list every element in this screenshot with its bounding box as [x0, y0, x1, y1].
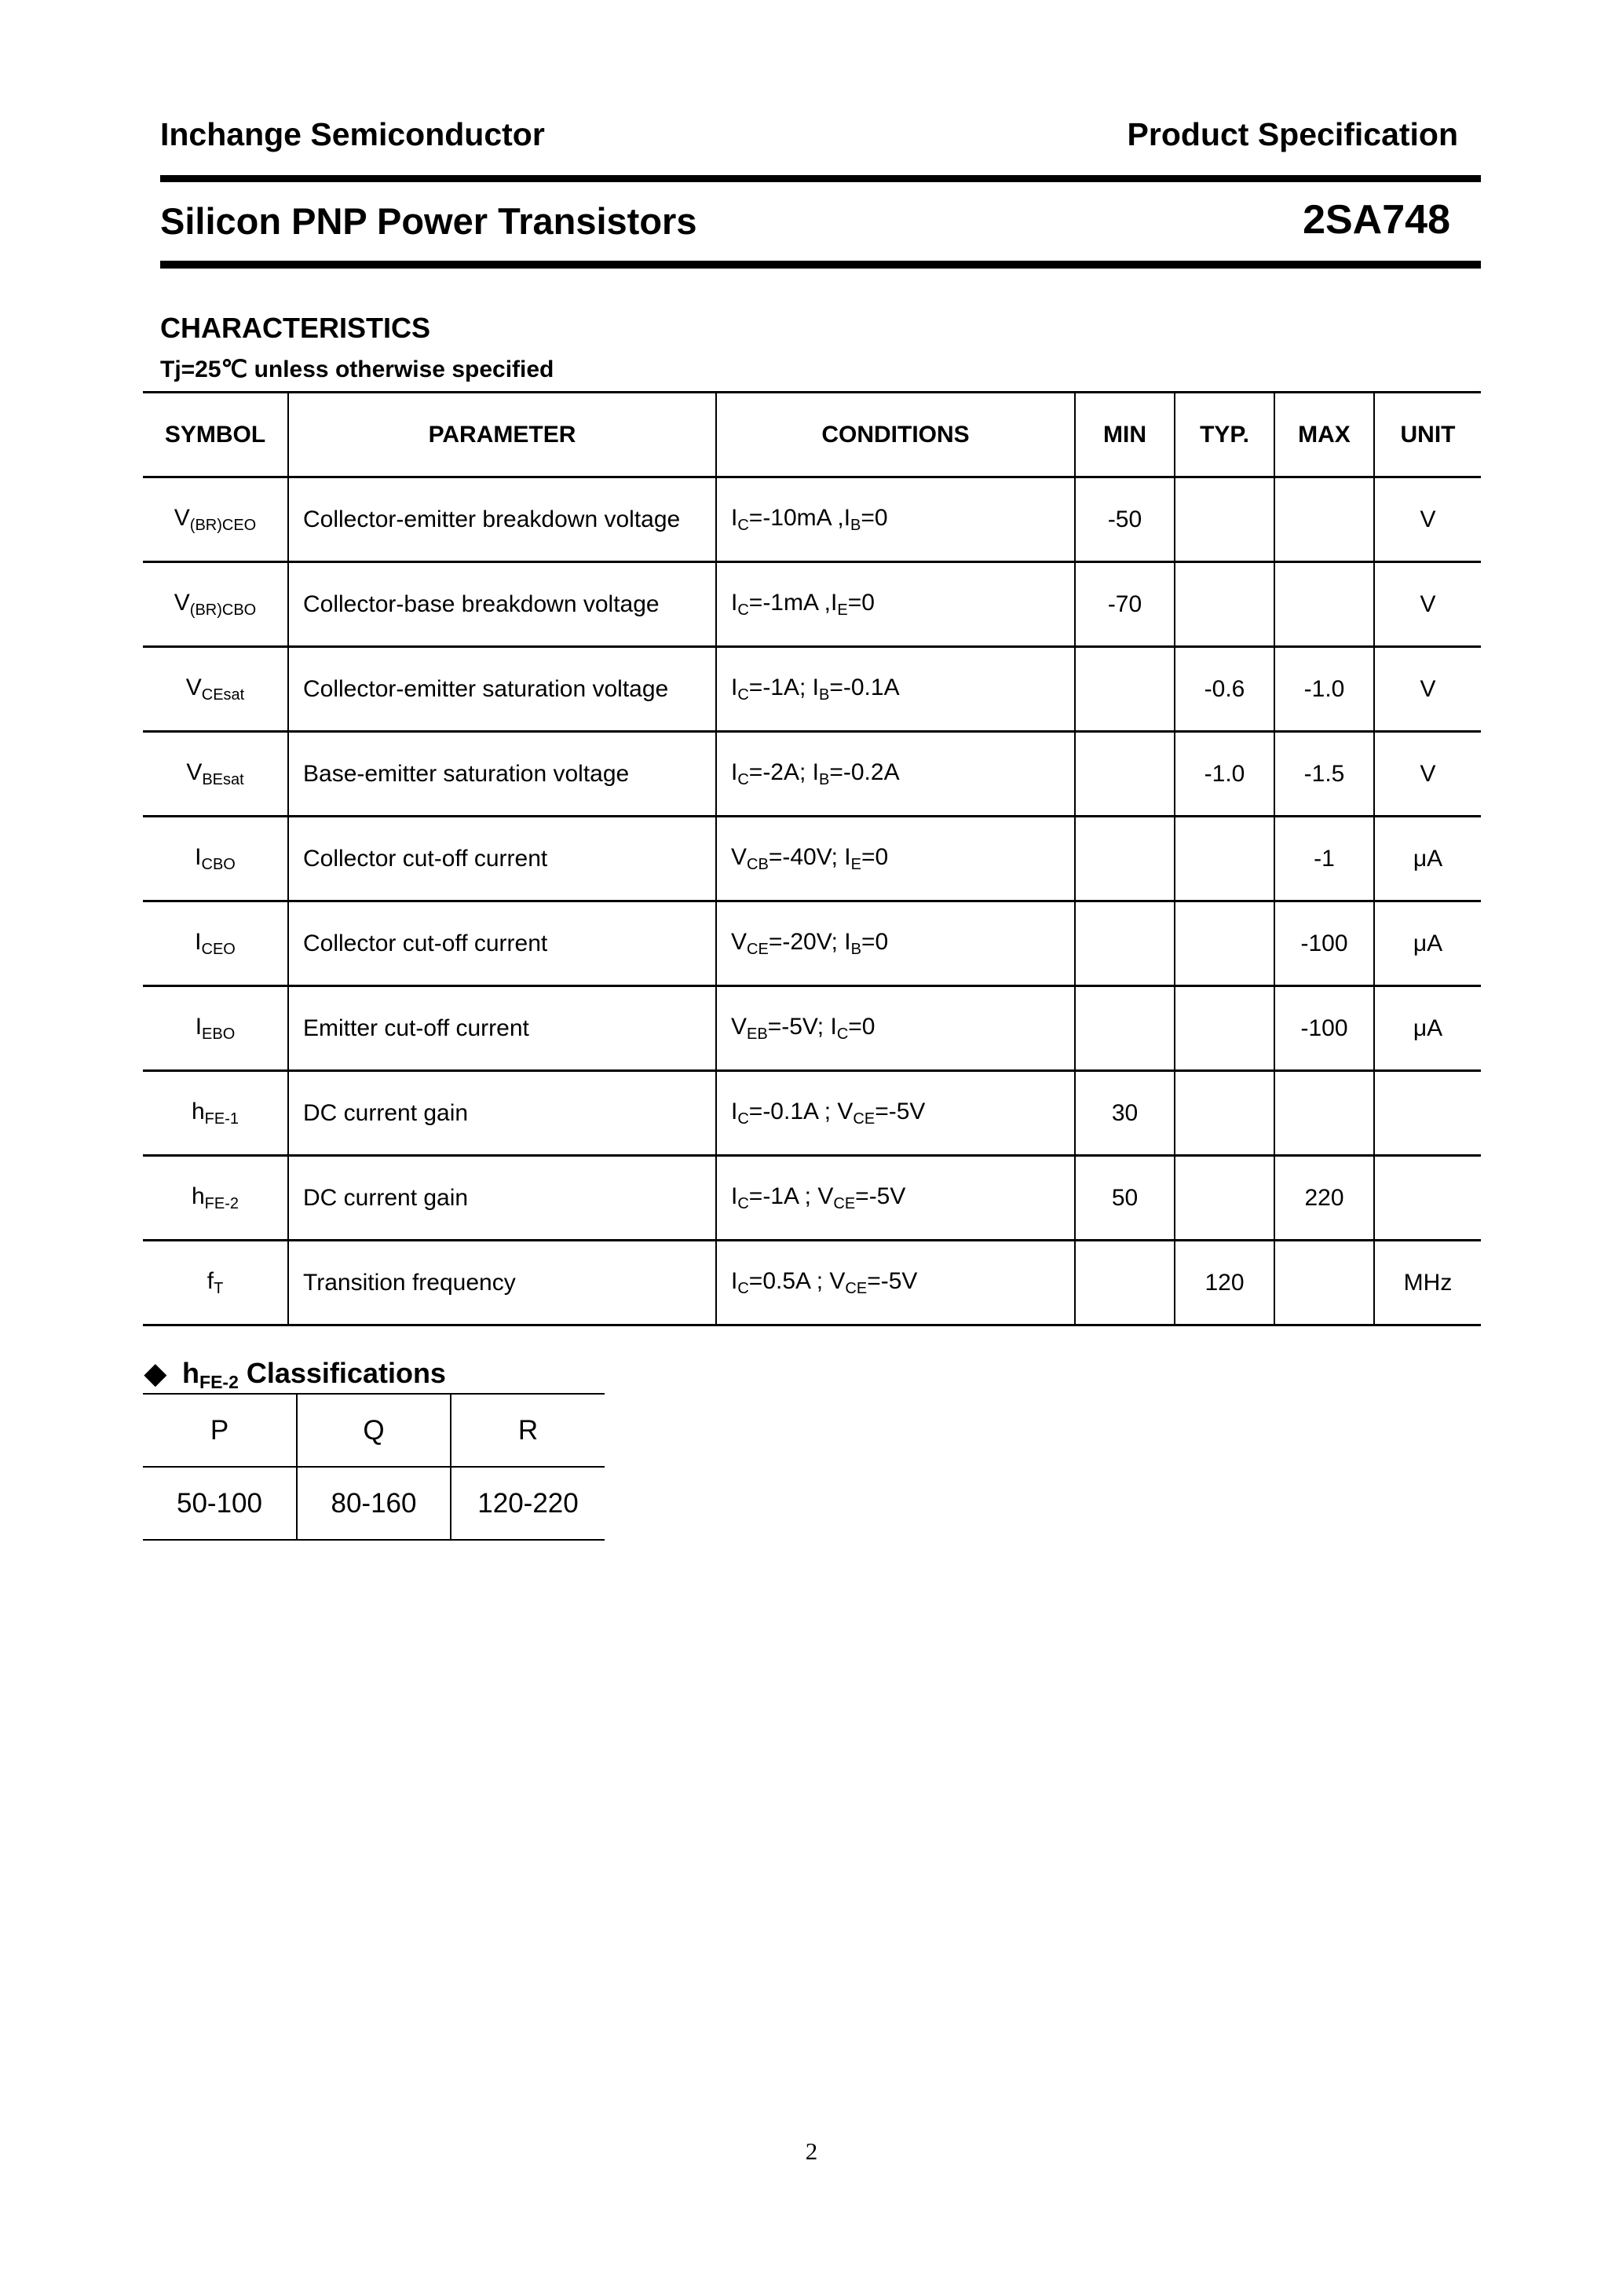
condition-part: =-5V — [867, 1267, 918, 1294]
page-number: 2 — [805, 2137, 818, 2165]
condition-sub: C — [737, 1279, 749, 1297]
condition-sub: C — [836, 1025, 849, 1043]
symbol-main: h — [191, 1098, 205, 1124]
conditions-cell — [716, 901, 1075, 986]
symbol-sub: EBO — [202, 1025, 236, 1043]
max-cell: -1.5 — [1274, 732, 1374, 817]
symbol-sub: CEO — [201, 940, 236, 958]
condition-sub: CE — [853, 1110, 875, 1128]
condition-part: =-10mA ,I — [748, 504, 851, 531]
max-cell — [1274, 1241, 1374, 1325]
company-name: Inchange Semiconductor — [160, 116, 545, 152]
symbol-main: V — [186, 759, 203, 785]
condition-part: =0 — [847, 589, 875, 616]
condition-sub: CE — [833, 1194, 856, 1212]
table-row — [143, 986, 1481, 1071]
parameter-cell: Base-emitter saturation voltage — [288, 732, 716, 817]
section-title: CHARACTERISTICS — [160, 312, 431, 344]
condition-sub: B — [819, 686, 830, 704]
symbol-main: I — [195, 843, 202, 870]
parameter-cell: DC current gain — [288, 1156, 716, 1241]
condition-sub: C — [737, 1110, 749, 1128]
symbol-cell — [143, 986, 288, 1071]
table-row — [143, 1071, 1481, 1156]
symbol-sub: (BR)CBO — [189, 601, 257, 619]
max-cell: 220 — [1274, 1156, 1374, 1241]
condition-part: =-0.2A — [829, 759, 900, 785]
max-cell — [1274, 1071, 1374, 1156]
part-number: 2SA748 — [1303, 197, 1450, 243]
min-cell: 50 — [1075, 1156, 1175, 1241]
typ-cell — [1175, 986, 1274, 1071]
classification-value: 50-100 — [143, 1467, 297, 1540]
column-header: SYMBOL — [143, 393, 288, 477]
conditions-cell — [716, 1071, 1075, 1156]
classifications-title-sub: FE-2 — [199, 1372, 239, 1392]
parameter-cell: Emitter cut-off current — [288, 986, 716, 1071]
unit-cell: V — [1374, 732, 1481, 817]
condition-part: =-2A; I — [748, 759, 820, 785]
parameter-cell: DC current gain — [288, 1071, 716, 1156]
conditions-cell — [716, 1241, 1075, 1325]
title-rule — [160, 261, 1481, 269]
symbol-cell — [143, 647, 288, 732]
condition-sub: C — [737, 601, 749, 619]
table-row — [143, 477, 1481, 562]
condition-sub: CB — [747, 855, 769, 873]
min-cell — [1075, 817, 1175, 901]
max-cell: -1 — [1274, 817, 1374, 901]
condition-sub: CE — [747, 940, 769, 958]
condition-sub: B — [850, 940, 861, 958]
parameter-cell: Collector-emitter saturation voltage — [288, 647, 716, 732]
condition-part: V — [731, 1013, 748, 1040]
symbol-main: f — [207, 1267, 214, 1294]
column-header: PARAMETER — [288, 393, 716, 477]
table-row — [143, 1156, 1481, 1241]
condition-sub: C — [737, 770, 749, 788]
max-cell: -1.0 — [1274, 647, 1374, 732]
min-cell: -70 — [1075, 562, 1175, 647]
classification-header: R — [451, 1394, 605, 1467]
condition-part: =-0.1A ; V — [748, 1098, 854, 1124]
condition-part: =0 — [861, 504, 888, 531]
conditions-cell — [716, 477, 1075, 562]
condition-part: =-5V — [875, 1098, 926, 1124]
parameter-cell: Transition frequency — [288, 1241, 716, 1325]
table-row — [143, 562, 1481, 647]
condition-sub: C — [737, 1194, 749, 1212]
symbol-cell — [143, 1241, 288, 1325]
conditions-cell — [716, 817, 1075, 901]
parameter-cell: Collector-base breakdown voltage — [288, 562, 716, 647]
symbol-sub: FE-2 — [204, 1194, 239, 1212]
typ-cell — [1175, 562, 1274, 647]
condition-part: I — [731, 1267, 738, 1294]
classifications-title-rest: Classifications — [238, 1357, 446, 1389]
table-row — [143, 901, 1481, 986]
conditions-cell — [716, 1156, 1075, 1241]
condition-sub: EB — [747, 1025, 768, 1043]
typ-cell — [1175, 817, 1274, 901]
classifications-title-main: h — [182, 1357, 200, 1389]
typ-cell: -1.0 — [1175, 732, 1274, 817]
unit-cell: V — [1374, 647, 1481, 732]
condition-part: =-5V; I — [767, 1013, 837, 1040]
typ-cell — [1175, 901, 1274, 986]
symbol-main: V — [174, 589, 190, 616]
symbol-main: h — [191, 1183, 205, 1209]
table-row — [143, 1241, 1481, 1325]
symbol-sub: T — [214, 1279, 224, 1297]
symbol-main: I — [195, 1013, 203, 1040]
symbol-main: V — [174, 504, 190, 531]
document-type: Product Specification — [1127, 116, 1458, 152]
unit-cell: μA — [1374, 986, 1481, 1071]
table-row — [143, 732, 1481, 817]
unit-cell — [1374, 1156, 1481, 1241]
condition-part: =-1A; I — [748, 674, 820, 700]
condition-part: I — [731, 504, 738, 531]
section-subtitle: Tj=25℃ unless otherwise specified — [160, 356, 554, 382]
column-header: MAX — [1274, 393, 1374, 477]
condition-sub: B — [850, 516, 861, 534]
min-cell — [1075, 647, 1175, 732]
conditions-cell — [716, 732, 1075, 817]
condition-part: I — [731, 1098, 738, 1124]
condition-sub: E — [850, 855, 861, 873]
classifications-title — [144, 1357, 446, 1393]
condition-part: =-1A ; V — [748, 1183, 834, 1209]
condition-part: =0.5A ; V — [748, 1267, 846, 1294]
symbol-cell — [143, 901, 288, 986]
classification-header: P — [143, 1394, 297, 1467]
symbol-sub: CEsat — [201, 686, 245, 704]
typ-cell: 120 — [1175, 1241, 1274, 1325]
product-line-title: Silicon PNP Power Transistors — [160, 200, 697, 242]
column-header: UNIT — [1374, 393, 1481, 477]
min-cell — [1075, 986, 1175, 1071]
typ-cell: -0.6 — [1175, 647, 1274, 732]
min-cell: -50 — [1075, 477, 1175, 562]
condition-sub: C — [737, 686, 749, 704]
max-cell: -100 — [1274, 986, 1374, 1071]
parameter-cell: Collector cut-off current — [288, 817, 716, 901]
min-cell — [1075, 901, 1175, 986]
symbol-sub: CBO — [201, 855, 236, 873]
symbol-sub: (BR)CEO — [189, 516, 257, 534]
max-cell — [1274, 562, 1374, 647]
symbol-cell — [143, 562, 288, 647]
symbol-cell — [143, 477, 288, 562]
table-header-row — [143, 393, 1481, 477]
table-row — [143, 817, 1481, 901]
unit-cell — [1374, 1071, 1481, 1156]
conditions-cell — [716, 986, 1075, 1071]
symbol-cell — [143, 732, 288, 817]
condition-sub: B — [819, 770, 830, 788]
max-cell: -100 — [1274, 901, 1374, 986]
condition-part: V — [731, 928, 748, 955]
classification-value: 120-220 — [451, 1467, 605, 1540]
condition-sub: C — [737, 516, 749, 534]
classifications-table — [143, 1393, 605, 1541]
condition-part: =0 — [848, 1013, 875, 1040]
characteristics-table — [143, 391, 1481, 1326]
column-header: TYP. — [1175, 393, 1274, 477]
condition-part: =0 — [861, 843, 889, 870]
conditions-cell — [716, 647, 1075, 732]
condition-part: I — [731, 674, 738, 700]
condition-part: =-5V — [855, 1183, 906, 1209]
min-cell — [1075, 732, 1175, 817]
classification-value: 80-160 — [297, 1467, 451, 1540]
unit-cell: μA — [1374, 901, 1481, 986]
condition-part: =-20V; I — [768, 928, 851, 955]
typ-cell — [1175, 477, 1274, 562]
condition-part: =-1mA ,I — [748, 589, 838, 616]
symbol-cell — [143, 1156, 288, 1241]
condition-part: =0 — [861, 928, 889, 955]
symbol-sub: BEsat — [202, 770, 244, 788]
condition-part: V — [731, 843, 748, 870]
symbol-main: V — [185, 674, 202, 700]
typ-cell — [1175, 1071, 1274, 1156]
unit-cell: V — [1374, 477, 1481, 562]
condition-sub: E — [837, 601, 848, 619]
diamond-bullet-icon: ◆ — [144, 1357, 166, 1389]
symbol-cell — [143, 1071, 288, 1156]
condition-part: I — [731, 759, 738, 785]
column-header: CONDITIONS — [716, 393, 1075, 477]
condition-part: =-40V; I — [768, 843, 851, 870]
classification-header-row — [143, 1394, 605, 1467]
unit-cell: μA — [1374, 817, 1481, 901]
parameter-cell: Collector-emitter breakdown voltage — [288, 477, 716, 562]
symbol-cell — [143, 817, 288, 901]
unit-cell: MHz — [1374, 1241, 1481, 1325]
column-header: MIN — [1075, 393, 1175, 477]
table-row — [143, 647, 1481, 732]
unit-cell: V — [1374, 562, 1481, 647]
header-rule — [160, 175, 1481, 182]
min-cell — [1075, 1241, 1175, 1325]
conditions-cell — [716, 562, 1075, 647]
symbol-main: I — [195, 928, 202, 955]
condition-part: =-0.1A — [829, 674, 900, 700]
parameter-cell: Collector cut-off current — [288, 901, 716, 986]
condition-part: I — [731, 1183, 738, 1209]
classification-header: Q — [297, 1394, 451, 1467]
typ-cell — [1175, 1156, 1274, 1241]
symbol-sub: FE-1 — [204, 1110, 239, 1128]
min-cell: 30 — [1075, 1071, 1175, 1156]
max-cell — [1274, 477, 1374, 562]
condition-sub: CE — [845, 1279, 868, 1297]
condition-part: I — [731, 589, 738, 616]
classification-value-row — [143, 1467, 605, 1540]
